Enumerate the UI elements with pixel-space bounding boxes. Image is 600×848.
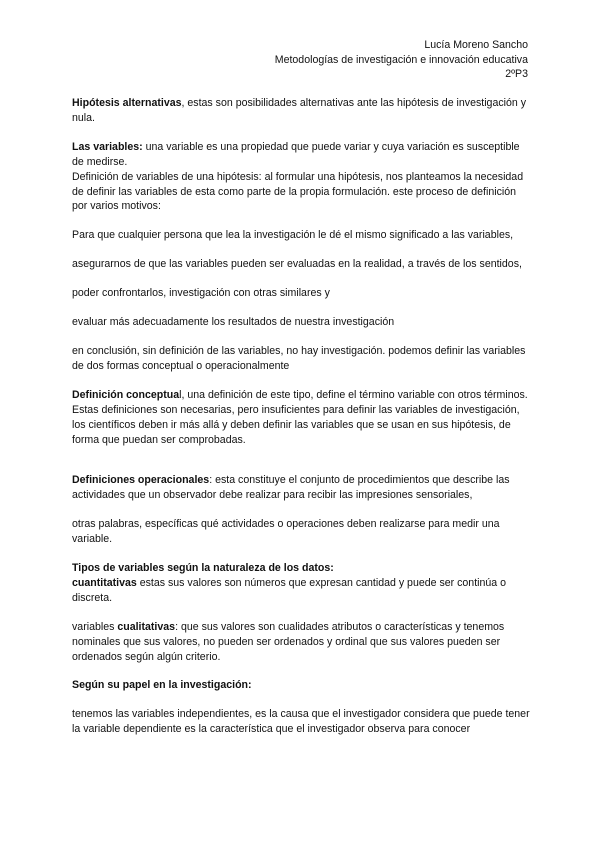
document-body xyxy=(72,96,530,737)
term-bold: Definiciones operacionales xyxy=(72,474,210,487)
author-name: Lucía Moreno Sancho xyxy=(424,39,528,51)
term-bold: Las variables: xyxy=(72,140,143,153)
course-name: Metodologías de investigación e innovación educativa xyxy=(274,53,528,66)
paragraph-text: l, una definición de este tipo, define el término variable con otros términos. Estas definiciones son necesarias, pero insuficientes para definir las variables de investigación, los científicos deben ir más allá y deben definir las variables que se usan en sus hipótesis, de forma que puedan ser comprobadas. xyxy=(72,388,528,446)
paragraph-text: estas sus valores son números que expresan cantidad y puede ser continúa o discreta. xyxy=(72,576,507,604)
paragraph-reason-1: Para que cualquier persona que lea la investigación le dé el mismo significado a las variables, xyxy=(72,229,514,242)
paragraph-alternative-hypotheses xyxy=(72,96,530,126)
paragraph-text: una variable es una propiedad que puede variar y cuya variación es susceptible de medirse. xyxy=(72,140,520,168)
paragraph-text: : que sus valores son cualidades atributos o características y tenemos nominales que sus valores, no pueden ser ordenados y ordinal que sus valores pueden ser ordenados según algún criterio. xyxy=(72,620,505,663)
paragraph-conceptual-definition xyxy=(72,388,530,448)
paragraph-quantitative xyxy=(72,576,530,606)
paragraph-reason-2: asegurarnos de que las variables pueden ser evaluadas en la realidad, a través de los sentidos, xyxy=(72,258,522,271)
paragraph-other-words: otras palabras, específicas qué actividades o operaciones deben realizarse para medir una variable. xyxy=(72,518,500,546)
term-bold: Hipótesis alternativas xyxy=(72,97,182,109)
section-heading: Tipos de variables según la naturaleza de los datos: xyxy=(72,562,334,575)
paragraph-conclusion: en conclusión, sin definición de las variables, no hay investigación. podemos definir las variables de dos formas conceptual o operacionalmente xyxy=(72,344,526,372)
page-header xyxy=(275,38,528,82)
term-bold: cuantitativas xyxy=(72,576,137,589)
paragraph-independent-variables: tenemos las variables independientes, es la causa que el investigador considera que puede tener la variable dependiente es la característica que el investigador observa para conocer xyxy=(72,708,530,736)
heading-research-role xyxy=(72,678,530,693)
paragraph-operational-definitions xyxy=(72,473,530,503)
paragraph-prefix: variables xyxy=(72,620,118,633)
heading-variable-types xyxy=(72,561,530,576)
paragraph-reason-3: poder confrontarlos, investigación con otras similares y xyxy=(72,287,330,300)
paragraph-variables xyxy=(72,140,530,170)
paragraph-text: : esta constituye el conjunto de procedimientos que describe las actividades que un observador debe realizar para recibir las impresiones sensoriales, xyxy=(72,474,510,502)
paragraph-qualitative xyxy=(72,620,530,665)
term-bold: cualitativas xyxy=(117,620,176,633)
paragraph-text: , estas son posibilidades alternativas ante las hipótesis de investigación y nula. xyxy=(72,97,527,124)
paragraph-reason-4: evaluar más adecuadamente los resultados de nuestra investigación xyxy=(72,316,395,329)
group-code: 2ºP3 xyxy=(505,68,528,80)
section-heading: Según su papel en la investigación: xyxy=(72,679,252,692)
paragraph-variable-definition: Definición de variables de una hipótesis: al formular una hipótesis, nos planteamos la necesidad de definir las variables de esta como parte de la propia formulación. este proceso de definición por varios motivos: xyxy=(72,170,524,213)
term-bold: Definición conceptua xyxy=(72,388,180,401)
